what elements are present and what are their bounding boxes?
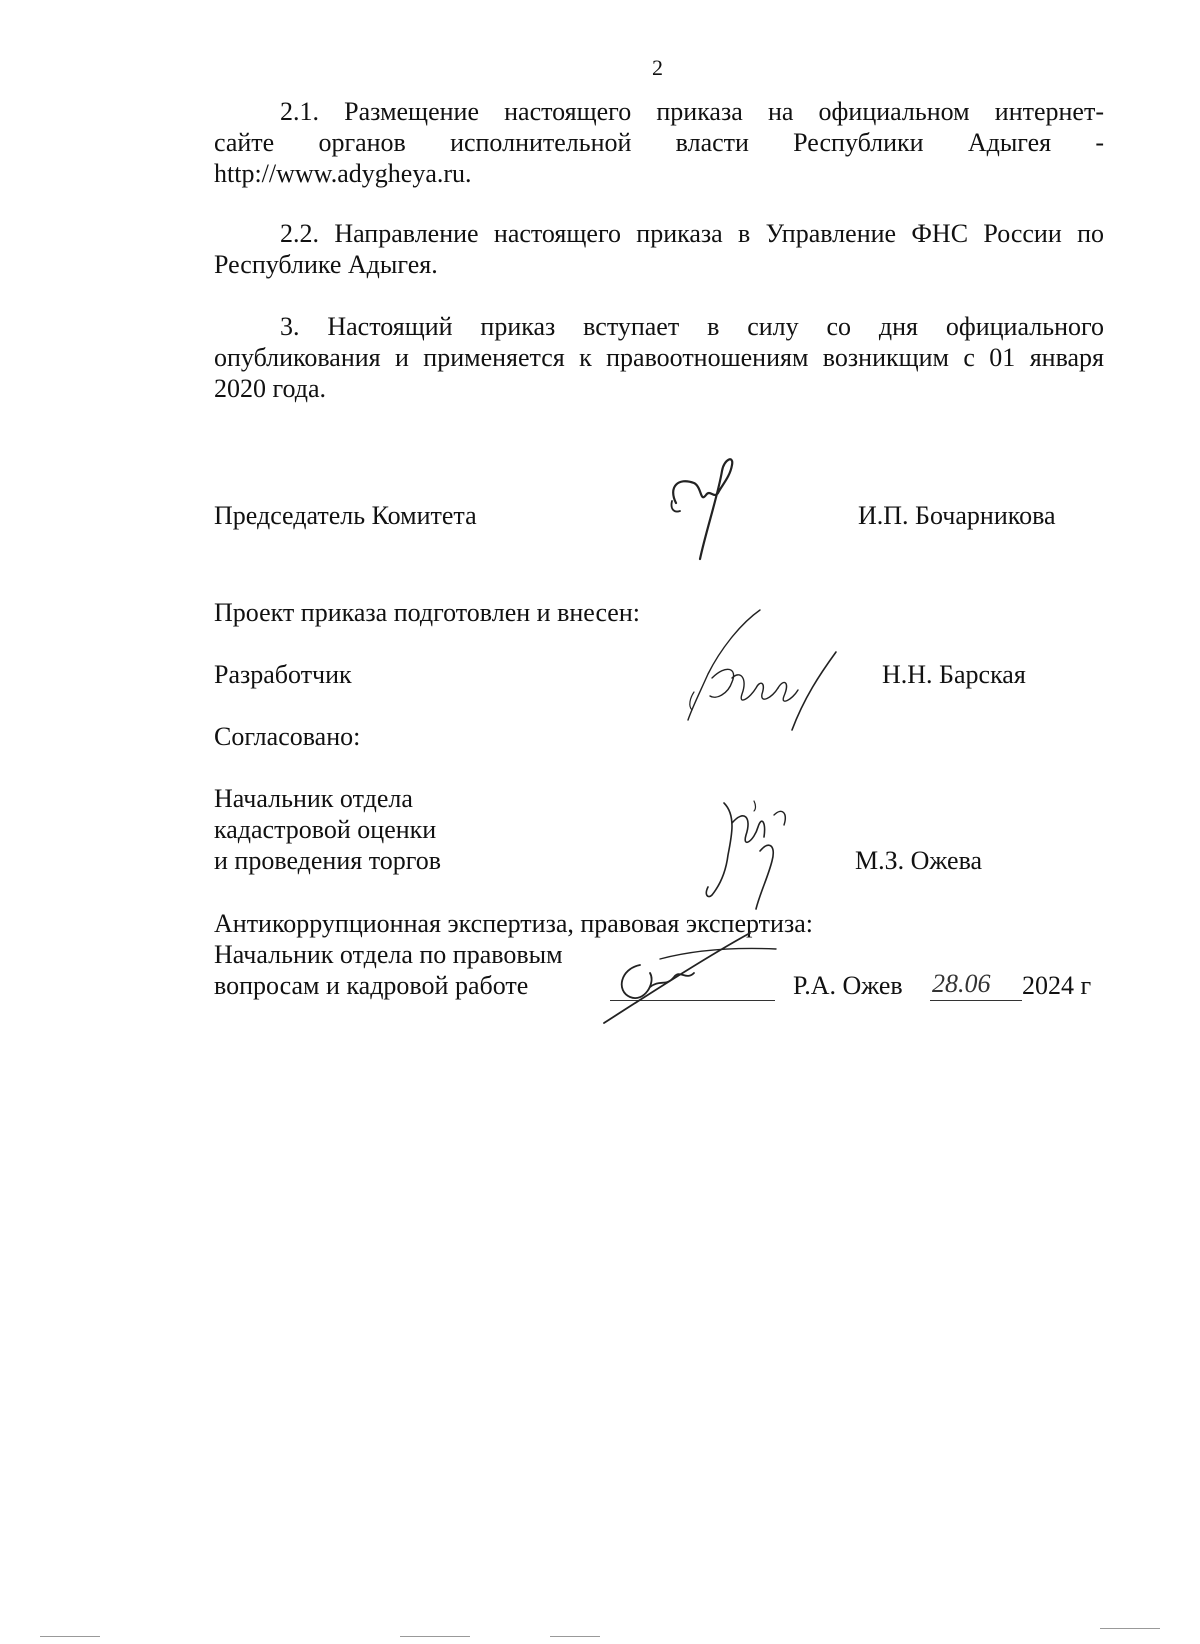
word: Республики [793, 128, 924, 157]
legal-signature [600, 925, 790, 1025]
paragraph-2-2-line-2: Республике Адыгея. [214, 250, 438, 279]
paragraph-2-2 [214, 218, 1104, 280]
scan-artifact [400, 1636, 470, 1637]
page-number: 2 [652, 55, 663, 80]
date-underline [930, 1000, 1022, 1001]
word: власти [675, 128, 749, 157]
scan-artifact [550, 1636, 600, 1637]
project-heading: Проект приказа подготовлен и внесен: [214, 598, 640, 627]
chairman-position: Председатель Комитета [214, 501, 477, 530]
word: исполнительной [450, 128, 632, 157]
scan-artifact [40, 1636, 100, 1637]
paragraph-3-line-1: 3. Настоящий приказ вступает в силу со дня официального [280, 312, 1104, 341]
legal-position [214, 939, 563, 1001]
website-url: http://www.adygheya.ru. [214, 159, 472, 188]
word: - [1095, 128, 1104, 157]
word: Адыгея [967, 128, 1052, 157]
paragraph-3 [214, 311, 1104, 404]
cadastral-position [214, 783, 441, 876]
developer-name: Н.Н. Барская [882, 660, 1026, 689]
chairman-name: И.П. Бочарникова [858, 501, 1056, 530]
developer-signature [680, 608, 850, 733]
paragraph-3-line-3: 2020 года. [214, 374, 327, 403]
position-line: Начальник отдела по правовым [214, 940, 563, 969]
scan-artifact [1100, 1628, 1160, 1629]
expertise-heading: Антикоррупционная экспертиза, правовая экспертиза: [214, 909, 813, 938]
paragraph-2-1-line-1: 2.1. Размещение настоящего приказа на официальном интернет- [280, 97, 1104, 126]
date-year: 2024 г [1022, 971, 1092, 1000]
position-line: вопросам и кадровой работе [214, 971, 529, 1000]
cadastral-signature [700, 795, 810, 915]
chairman-signature [660, 455, 760, 565]
paragraph-2-2-line-1: 2.2. Направление настоящего приказа в Управление ФНС России по [280, 219, 1104, 248]
paragraph-2-1 [214, 96, 1104, 189]
position-line: кадастровой оценки [214, 815, 437, 844]
paragraph-2-1-line-2 [214, 127, 1104, 158]
position-line: и проведения торгов [214, 846, 442, 875]
position-line: Начальник отдела [214, 784, 413, 813]
word: сайте [214, 128, 275, 157]
cadastral-name: М.З. Ожева [855, 846, 983, 875]
legal-name: Р.А. Ожев [793, 971, 903, 1000]
developer-position: Разработчик [214, 660, 352, 689]
handwritten-date: 28.06 [932, 969, 991, 998]
paragraph-3-line-2: опубликования и применяется к правоотношениям возникщим с 01 января [214, 343, 1104, 372]
word: органов [318, 128, 406, 157]
agreed-heading: Согласовано: [214, 722, 361, 751]
